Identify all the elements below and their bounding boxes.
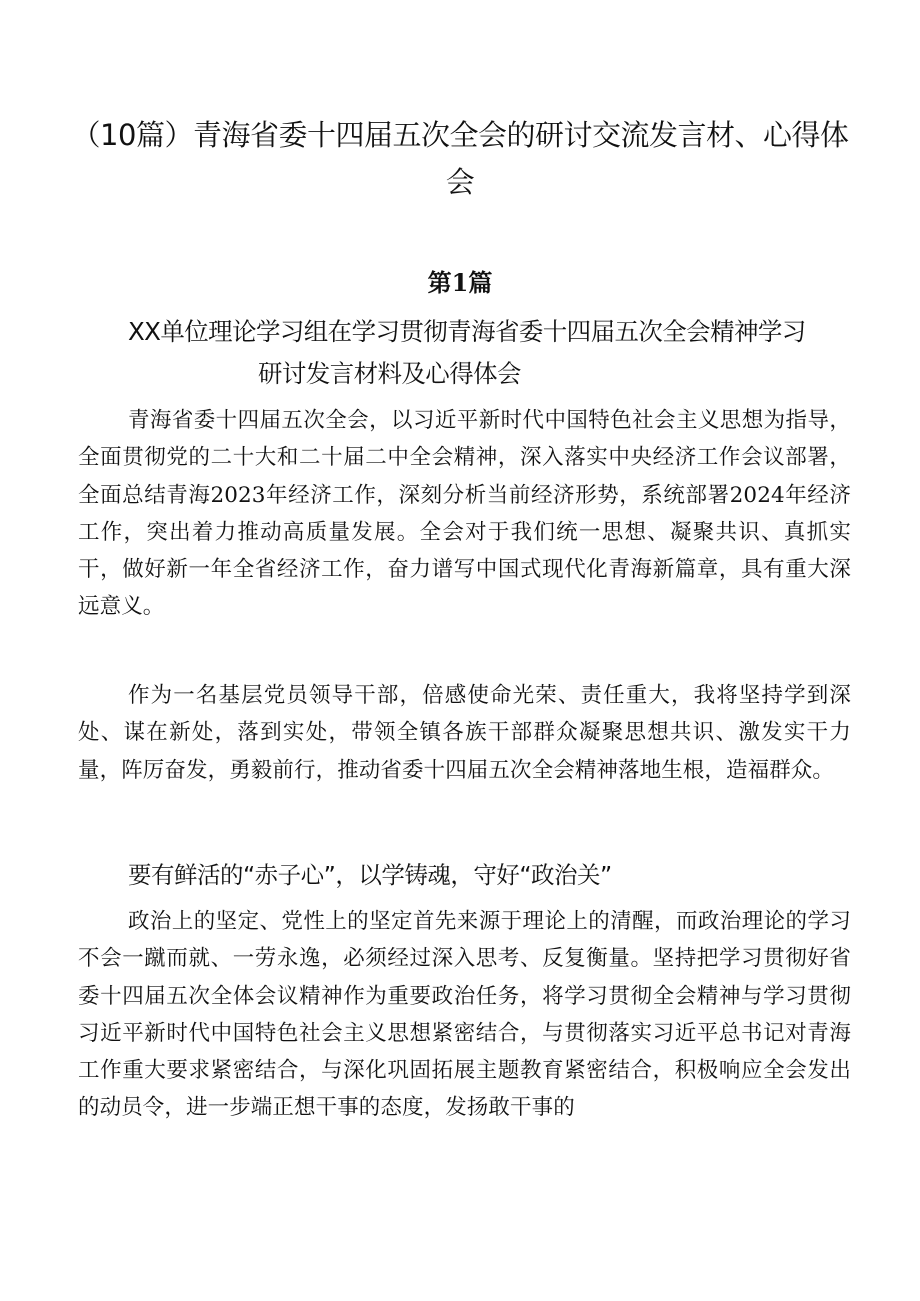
section-heading-line1: XX单位理论学习组在学习贯彻青海省委十四届五次全会精神学习: [128, 317, 806, 346]
body-paragraph-1: 青海省委十四届五次全会，以习近平新时代中国特色社会主义思想为指导，全面贯彻党的二十大和二十届二中全会精神，深入落实中央经济工作会议部署，全面总结青海2023年经济工作，深刻分析当前经济形势，系统部署2024年经济工作，突出着力推动高质量发展。全会对于我们统一思想、凝聚共识、真抓实干，做好新一年全省经济工作，奋力谱写中国式现代化青海新篇章，具有重大深远意义。: [78, 408, 851, 620]
body-paragraph-2: 作为一名基层党员领导干部，倍感使命光荣、责任重大，我将坚持学到深处、谋在新处，落到实处，带领全镇各族干部群众凝聚思想共识、激发实干力量，阵厉奋发，勇毅前行，推动省委十四届五次全会精神落地生根，造福群众。: [78, 683, 851, 783]
subheading-1: 要有鲜活的“赤子心”，以学铸魂，守好“政治关”: [128, 861, 612, 889]
section-heading: [128, 311, 868, 395]
chapter-label: 第1篇: [427, 268, 493, 297]
document-title: （10篇）青海省委十四届五次全会的研讨交流发言材、心得体会: [71, 118, 849, 199]
section-heading-line2: 研讨发言材料及心得体会: [258, 359, 521, 388]
body-paragraph-3: 政治上的坚定、党性上的坚定首先来源于理论上的清醒，而政治理论的学习不会一蹴而就、一劳永逸，必须经过深入思考、反复衡量。坚持把学习贯彻好省委十四届五次全体会议精神作为重要政治任务，将学习贯彻全会精神与学习贯彻习近平新时代中国特色社会主义思想紧密结合，与贯彻落实习近平总书记对青海工作重大要求紧密结合，与深化巩固拓展主题教育紧密结合，积极响应全会发出的动员令，进一步端正想干事的态度，发扬敢干事的: [78, 909, 851, 1121]
